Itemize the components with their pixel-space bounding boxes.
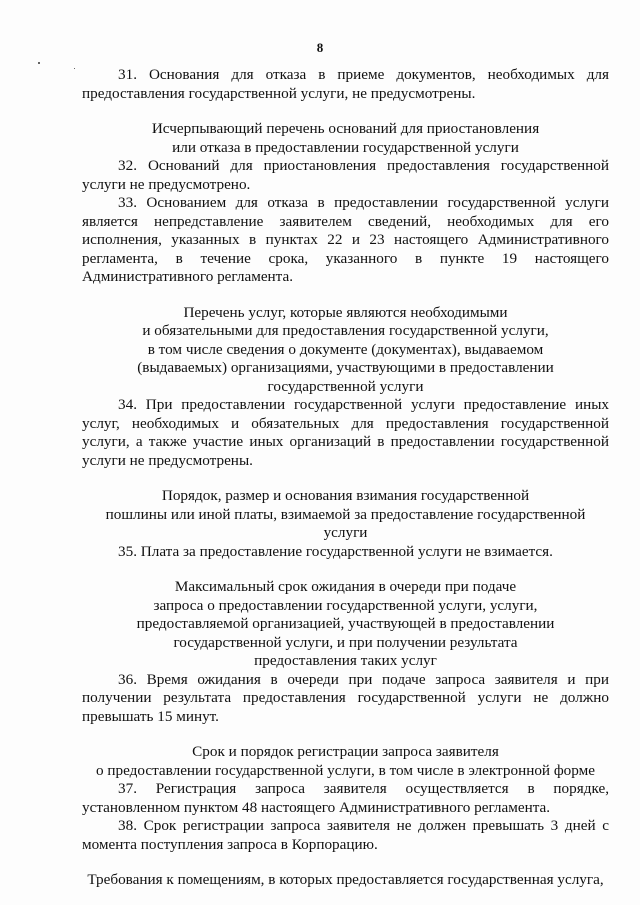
- heading-line: государственной услуги: [267, 377, 424, 395]
- section-heading: [82, 487, 609, 543]
- heading-line: Перечень услуг, которые являются необходимыми: [183, 303, 508, 321]
- heading-line: Исчерпывающий перечень оснований для приостановления: [151, 120, 540, 137]
- paragraph: 36. Время ожидания в очереди при подаче запроса заявителя и при получении результата предоставления государственной услуги не должно превышать 15 минут.: [82, 670, 609, 725]
- section-heading: [82, 120, 609, 157]
- section-gap: [82, 561, 609, 578]
- paragraph: 35. Плата за предоставление государственной услуги не взимается.: [118, 542, 553, 560]
- scan-speck: [38, 62, 40, 64]
- heading-line: о предоставлении государственной услуги, в том числе в электронной форме: [95, 761, 595, 779]
- heading-line: Требования к помещениям, в которых предоставляется государственная услуга,: [87, 871, 604, 888]
- paragraph: 32. Оснований для приостановления предоставления государственной услуги не предусмотрено.: [82, 157, 609, 193]
- section-gap: [82, 726, 609, 743]
- paragraph: 37. Регистрация запроса заявителя осуществляется в порядке, установленном пунктом 48 настоящего Административного регламента.: [82, 780, 609, 816]
- document-body: [82, 66, 609, 890]
- section-gap: [82, 854, 609, 871]
- heading-line: (выдаваемых) организациями, участвующими в предоставлении: [137, 359, 554, 376]
- heading-line: предоставления таких услуг: [254, 652, 437, 669]
- section-gap: [82, 103, 609, 120]
- heading-line: Порядок, размер и основания взимания государственной: [161, 487, 530, 504]
- page-number: 8: [316, 40, 324, 55]
- paragraph: 33. Основанием для отказа в предоставлении государственной услуги является непредставление заявителем сведений, необходимых для его исполнения, указанных в пунктах 22 и 23 настоящего Административного регламента, в течение срока, указанного в пункте 19 настоящего Административного регламента.: [82, 194, 609, 285]
- heading-line: предоставляемой организацией, участвующей в предоставлении: [136, 615, 555, 632]
- paragraph: 38. Срок регистрации запроса заявителя не должен превышать 3 дней с момента поступления запроса в Корпорацию.: [82, 817, 609, 853]
- section-heading: [82, 743, 609, 780]
- heading-line: и обязательными для предоставления государственной услуги,: [142, 322, 549, 339]
- scan-speck: [74, 68, 75, 69]
- section-heading: [82, 578, 609, 671]
- heading-line: в том числе сведения о документе (документах), выдаваемом: [147, 340, 544, 358]
- heading-line: или отказа в предоставлении государственной услуги: [172, 138, 519, 156]
- paragraph: 31. Основания для отказа в приеме документов, необходимых для предоставления государственной услуги, не предусмотрены.: [82, 66, 609, 102]
- heading-line: государственной услуги, и при получении результата: [173, 633, 518, 651]
- section-heading: [82, 871, 609, 890]
- section-heading: [82, 304, 609, 397]
- heading-line: Максимальный срок ожидания в очереди при подаче: [174, 578, 517, 595]
- heading-line: запроса о предоставлении государственной услуги, услуги,: [153, 596, 538, 614]
- paragraph: 34. При предоставлении государственной услуги предоставление иных услуг, необходимых и обязательных для предоставления государственной услуги, а также участие иных организаций в предоставлении государственной услуги не предусмотрены.: [82, 396, 609, 469]
- section-gap: [82, 470, 609, 487]
- heading-line: Срок и порядок регистрации запроса заявителя: [192, 743, 499, 760]
- section-gap: [82, 287, 609, 304]
- heading-line: пошлины или иной платы, взимаемой за предоставление государственной услуги: [105, 505, 586, 541]
